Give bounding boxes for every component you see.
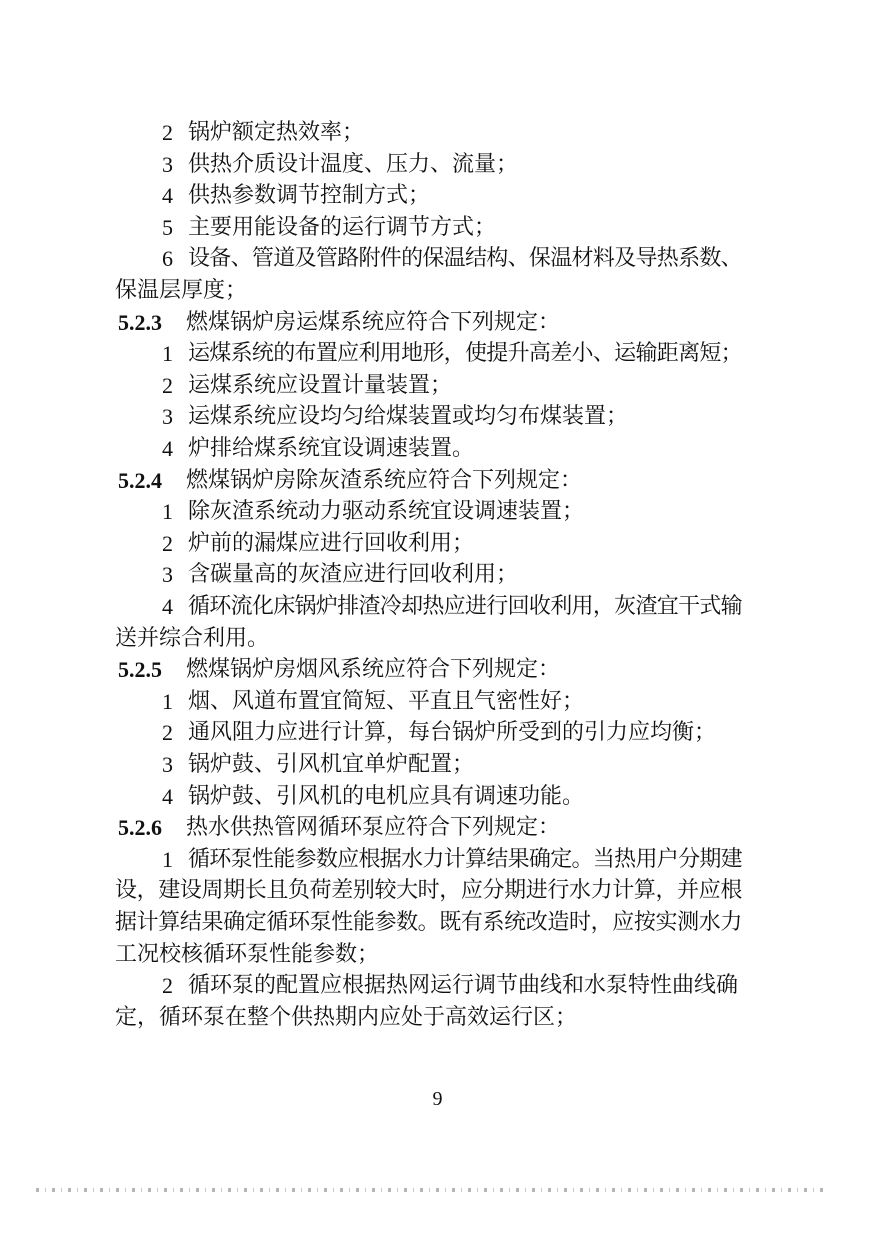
item-text: 循环泵的配置应根据热网运行调节曲线和水泵特性曲线确 (188, 973, 739, 999)
page-number: 9 (432, 1088, 443, 1110)
item-text: 循环泵性能参数应根据水力计算结果确定。当热用户分期建 (188, 846, 742, 872)
item-number: 3 (162, 151, 173, 177)
item-text: 炉排给煤系统宜设调速装置。 (188, 436, 475, 461)
item-number: 3 (162, 562, 173, 588)
item-text: 循环流化床锅炉排渣冷却热应进行回收利用，灰渣宜干式输 (188, 594, 742, 619)
item-text: 烟、风道布置宜简短、平直且气密性好； (188, 688, 585, 714)
item-text: 通风阻力应进行计算，每台锅炉所受到的引力应均衡； (188, 720, 717, 746)
item-text: 供热介质设计温度、压力、流量； (188, 151, 519, 177)
item-text: 运煤系统的布置应利用地形，使提升高差小、运输距离短； (188, 341, 742, 367)
section-number: 5.2.4 (118, 467, 162, 493)
continuation-text: 据计算结果确定循环泵性能参数。既有系统改造时，应按实测水力 (115, 910, 742, 935)
section-text: 燃煤锅炉房除灰渣系统应符合下列规定： (186, 467, 583, 493)
item-number: 4 (162, 436, 173, 461)
item-text: 供热参数调节控制方式； (188, 183, 431, 209)
scan-edge-noise (36, 1188, 826, 1192)
item-number: 1 (162, 688, 173, 714)
section-number: 5.2.6 (118, 815, 162, 841)
section-text: 热水供热管网循环泵应符合下列规定： (186, 815, 561, 841)
item-number: 2 (162, 720, 173, 746)
item-text: 运煤系统应设置计量装置； (188, 372, 453, 398)
item-text: 锅炉鼓、引风机的电机应具有调速功能。 (188, 783, 585, 809)
item-text: 运煤系统应设均匀给煤装置或均匀布煤装置； (188, 404, 629, 430)
item-text: 锅炉鼓、引风机宜单炉配置； (188, 752, 475, 777)
item-number: 4 (162, 783, 173, 809)
section-text: 燃煤锅炉房运煤系统应符合下列规定： (186, 309, 561, 335)
item-number: 3 (162, 752, 173, 777)
item-text: 设备、管道及管路附件的保温结构、保温材料及导热系数、 (188, 246, 742, 272)
item-text: 除灰渣系统动力驱动系统宜设调速装置； (188, 499, 585, 525)
item-number: 4 (162, 183, 173, 209)
item-number: 1 (162, 846, 173, 872)
item-text: 主要用能设备的运行调节方式； (188, 214, 497, 240)
item-number: 6 (162, 246, 173, 272)
item-number: 1 (162, 499, 173, 525)
continuation-text: 定，循环泵在整个供热期内应处于高效运行区； (115, 1004, 578, 1030)
item-text: 锅炉额定热效率； (188, 120, 365, 145)
item-number: 1 (162, 341, 173, 367)
item-number: 3 (162, 404, 173, 430)
item-number: 2 (162, 372, 173, 398)
section-number: 5.2.3 (118, 309, 162, 335)
continuation-text: 保温层厚度； (115, 278, 248, 303)
item-number: 2 (162, 973, 173, 999)
item-number: 4 (162, 594, 173, 619)
item-number: 2 (162, 530, 173, 556)
continuation-text: 设，建设周期长且负荷差别较大时，应分期进行水力计算，并应根 (115, 878, 742, 904)
continuation-text: 送并综合利用。 (115, 625, 270, 651)
item-number: 2 (162, 120, 173, 145)
item-number: 5 (162, 214, 173, 240)
item-text: 炉前的漏煤应进行回收利用； (188, 530, 475, 556)
section-number: 5.2.5 (118, 657, 162, 683)
section-text: 燃煤锅炉房烟风系统应符合下列规定： (186, 657, 561, 683)
item-text: 含碳量高的灰渣应进行回收利用； (188, 562, 519, 588)
continuation-text: 工况校核循环泵性能参数； (115, 941, 380, 967)
